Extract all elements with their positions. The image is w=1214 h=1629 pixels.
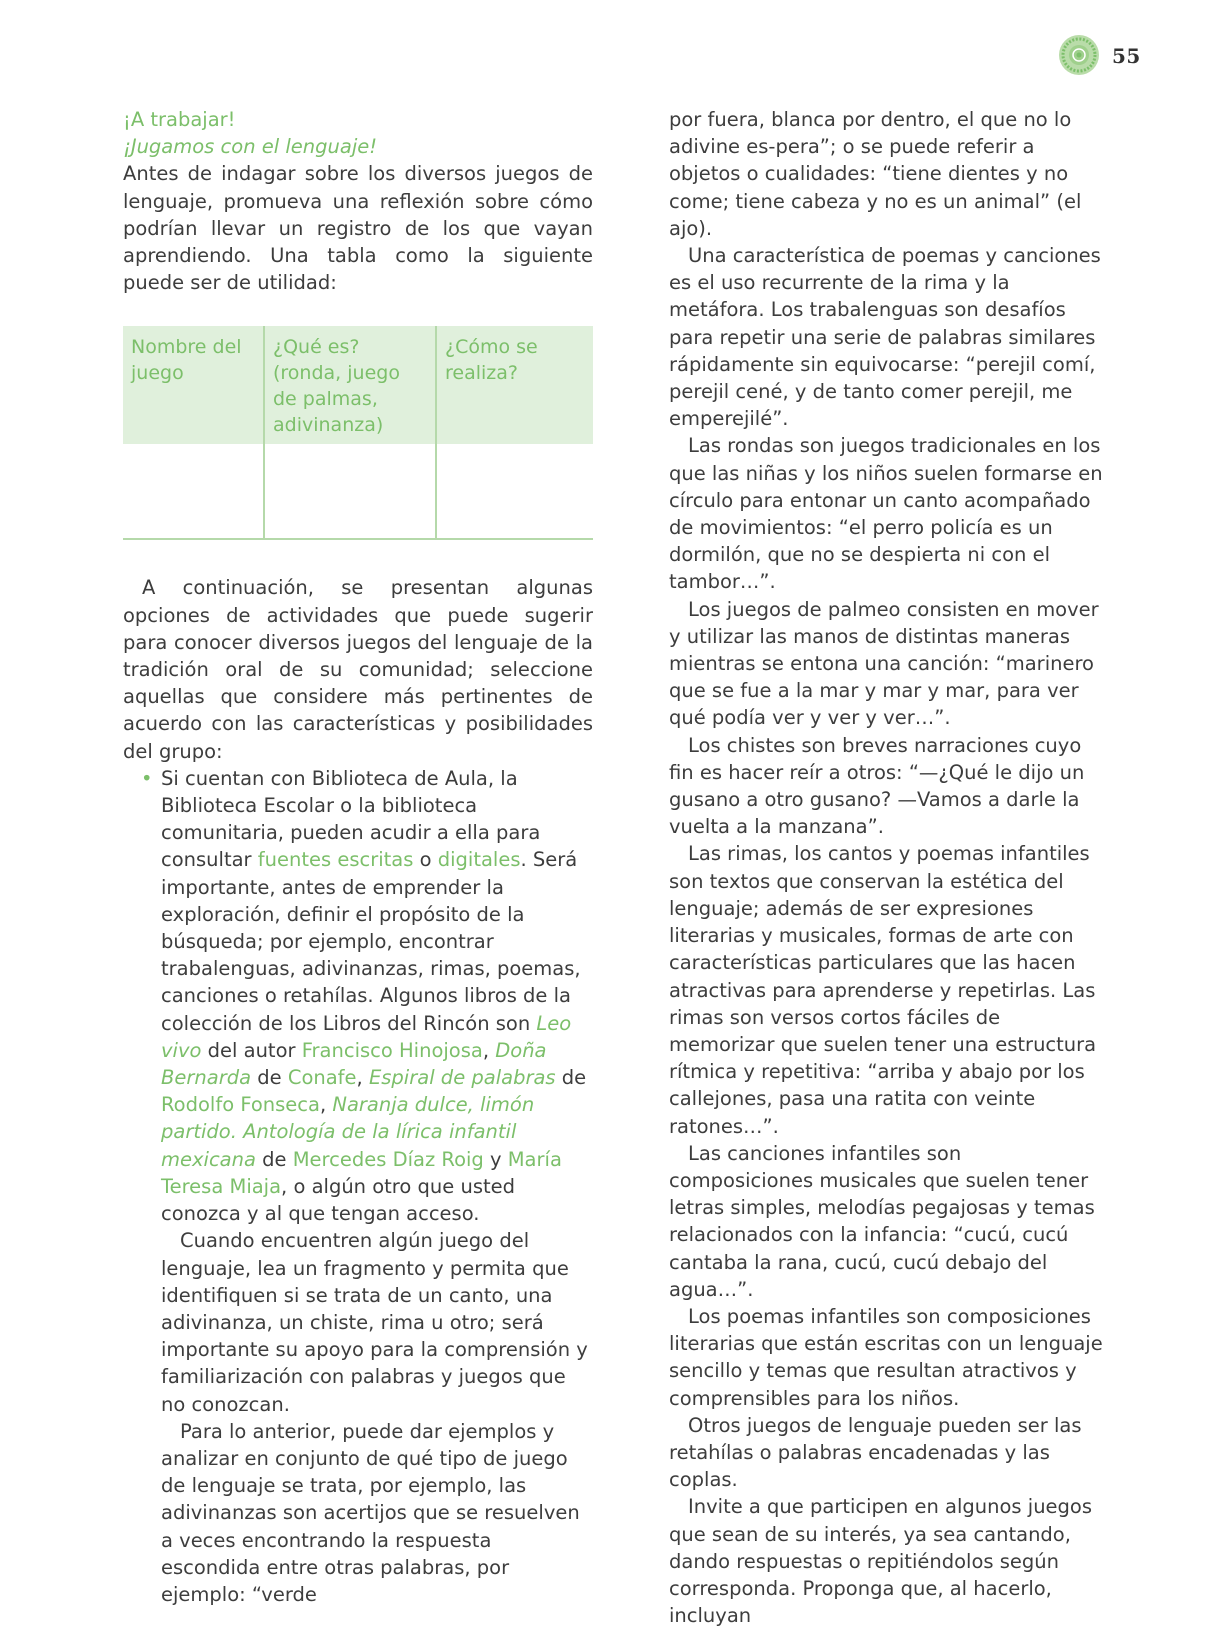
paragraph-chistes: Los chistes son breves narraciones cuyo fin es hacer reír a otros: “—¿Qué le dijo un gusano a otro gusano? —Vamos a darle la vuelta a la manzana”. [669, 733, 1085, 839]
author-name: María Teresa Miaja [161, 1147, 562, 1198]
paragraph-rimas: Las rimas, los cantos y poemas infantiles son textos que conservan la estética del lenguaje; además de ser expresiones literarias y musicales, formas de arte con características particulares que las hacen atractivas para aprenderse y repetirlas. Las rimas son versos cortos fáciles de memorizar que suelen tener una estructura rítmica y repetitiva: “arriba y abajo por los callejones, pasa una ratita con veinte ratones…”. [669, 842, 1097, 1138]
table-header-row [123, 326, 593, 444]
table-cell-empty [123, 444, 264, 539]
table-header-como: ¿Cómo se realiza? [436, 326, 593, 444]
options-paragraph: A continuación, se presentan algunas opciones de actividades que puede sugerir para conocer diversos juegos del lenguaje de la tradición oral de su comunidad; seleccione aquellas que considere más pertinentes de acuerdo con las características y posibilidades del grupo: [123, 576, 593, 763]
paragraph-otros: Otros juegos de lenguaje pueden ser las retahílas o palabras encadenadas y las coplas. [669, 1413, 1082, 1492]
author-name: Francisco Hinojosa [301, 1038, 483, 1062]
paragraph-invite: Invite a que participen en algunos juegos que sean de su interés, ya sea cantando, dando respuestas o repitiéndolos según corresponda. Proponga que, al hacerlo, incluyan [669, 1495, 1093, 1628]
table-row [123, 444, 593, 539]
section-subheading: ¡Jugamos con el lenguaje! [123, 135, 378, 159]
page-number: 55 [1112, 44, 1141, 68]
paragraph-poemas: Los poemas infantiles son composiciones literarias que están escritas con un lenguaje sencillo y temas que resultan atractivos y comprensibles para los niños. [669, 1304, 1103, 1410]
author-name: Mercedes Díaz Roig [292, 1147, 484, 1171]
intro-paragraph: Antes de indagar sobre los diversos juegos de lenguaje, promueva una reflexión sobre cómo podrían llevar un registro de los que vayan aprendiendo. Una tabla como la siguiente puede ser de utilidad: [123, 162, 593, 295]
link-digitales[interactable]: digitales [437, 848, 521, 872]
green-rosette-emblem-icon [1058, 34, 1100, 76]
bullet-dot-icon: • [141, 766, 153, 790]
book-title: Doña Bernarda [161, 1038, 547, 1090]
paragraph-trabalenguas: Una característica de poemas y canciones es el uso recurrente de la rima y la metáfora. Los trabalenguas son desafíos para repetir una serie de palabras similares rápidamente sin equivocarse: “perejil comí, perejil cené, y de tanto comer perejil, me emperejilé”. [669, 244, 1101, 431]
table-cell-empty [436, 444, 593, 539]
table-cell-empty [264, 444, 436, 539]
left-column [123, 106, 593, 1608]
link-fuentes-escritas[interactable]: fuentes escritas [257, 848, 414, 872]
paragraph-cuando: Cuando encuentren algún juego del lenguaje, lea un fragmento y permita que identifiquen si se trata de un canto, una adivinanza, un chiste, rima u otro; será importante su apoyo para la comprensión y familiarización con palabras y juegos que no conozcan. [161, 1229, 588, 1416]
author-name: Conafe [287, 1066, 357, 1090]
book-title: Leo vivo [161, 1011, 572, 1062]
paragraph-palmeo: Los juegos de palmeo consisten en mover y utilizar las manos de distintas maneras mientras se entona una canción: “marinero que se fue a la mar y mar y mar, para ver qué podía ver y ver y ver…”. [669, 597, 1099, 730]
paragraph-para: Para lo anterior, puede dar ejemplos y analizar en conjunto de qué tipo de juego de lenguaje se trata, por ejemplo, las adivinanzas son acertijos que se resuelven a veces encontrando la respuesta escondida entre otras palabras, por ejemplo: “verde [161, 1419, 580, 1606]
right-column [669, 106, 1107, 1629]
section-heading: ¡A trabajar! [123, 108, 236, 131]
paragraph-adivinanza-cont: por fuera, blanca por dentro, el que no lo adivine es-pera”; o se puede referir a objetos o cualidades: “tiene dientes y no come; tiene cabeza y no es un animal” (el ajo). [669, 108, 1082, 240]
bullet-item-biblioteca: • Si cuentan con Biblioteca de Aula, la Biblioteca Escolar o la biblioteca comunitaria, pueden acudir a ella para consultar fuentes escritas o digitales. Será importante, antes de emprender la exploración, definir el propósito de la búsqueda; por ejemplo, encontrar trabalenguas, adivinanzas, rimas, poemas, canciones o retahílas. Algunos libros de la colección de los Libros del Rincón son Leo vivo del autor Francisco Hinojosa, Doña Bernarda de Conafe, Espiral de palabras de Rodolfo Fonseca, Naranja dulce, limón partido. Antología de la lírica infantil mexicana de Mercedes Díaz Roig y María Teresa Miaja, o algún otro que usted conozca y al que tengan acceso. [141, 766, 587, 1226]
book-title: Naranja dulce, limón partido. Antología de la lírica infantil mexicana [161, 1093, 535, 1171]
table-header-que-es: ¿Qué es? (ronda, juego de palmas, adivinanza) [264, 326, 436, 444]
page-header [1058, 34, 1178, 78]
table-header-nombre: Nombre del juego [123, 326, 264, 444]
paragraph-canciones: Las canciones infantiles son composiciones musicales que suelen tener letras simples, melodías pegajosas y temas relacionados con la infancia: “cucú, cucú cantaba la rana, cucú, cucú debajo del agua…”. [669, 1141, 1095, 1301]
registro-table [123, 326, 593, 540]
book-title: Espiral de palabras [368, 1066, 556, 1090]
author-name: Rodolfo Fonseca [161, 1093, 320, 1117]
paragraph-rondas: Las rondas son juegos tradicionales en los que las niñas y los niños suelen formarse en círculo para entonar un canto acompañado de movimientos: “el perro policía es un dormilón, que no se despierta ni con el tambor…”. [669, 434, 1103, 594]
